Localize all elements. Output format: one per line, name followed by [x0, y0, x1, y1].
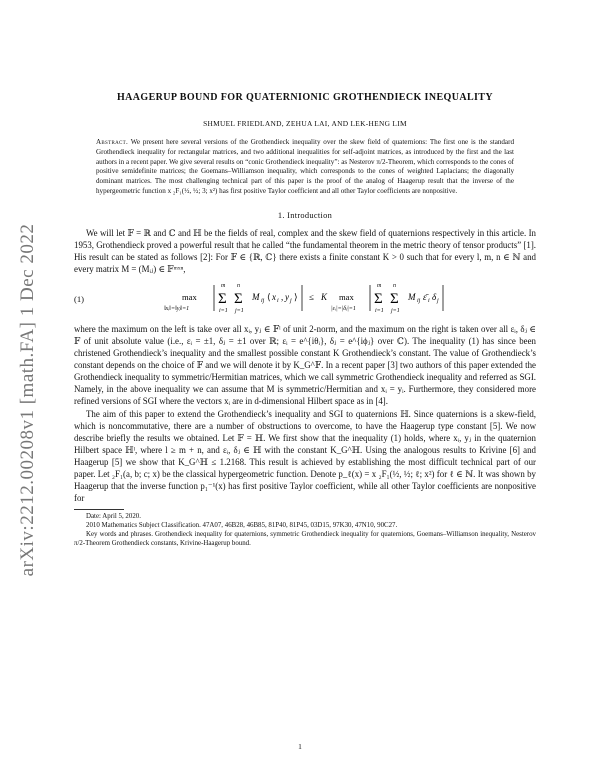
paper-title: HAAGERUP BOUND FOR QUATERNIONIC GROTHENDIECK INEQUALITY [116, 92, 494, 103]
svg-text:j=1: j=1 [235, 307, 244, 314]
svg-text:δ: δ [432, 291, 437, 302]
footnote-date: Date: April 5, 2020. [86, 513, 141, 521]
svg-text:K: K [321, 291, 328, 302]
svg-text:≤: ≤ [309, 291, 314, 302]
svg-text:y: y [285, 291, 289, 302]
svg-text:i: i [277, 297, 279, 304]
svg-text:ij: ij [261, 297, 265, 304]
footnote-rule [74, 509, 124, 510]
equation-formula [164, 279, 534, 319]
svg-text:j: j [290, 297, 292, 304]
equation-number: (1) [74, 293, 85, 304]
svg-text:max: max [182, 291, 197, 302]
equation-body [164, 279, 534, 319]
svg-text:Σ: Σ [234, 290, 243, 307]
svg-text:⟩: ⟩ [294, 291, 298, 302]
abstract-text: We present here several versions of the Grothendieck inequality over the skew field of quaternions: The first one is the standard Grothendieck inequality for rectangular matrices, and two additional inequalities for self-adjoint matrices, as introduced by the first and the last authors in a recent paper. We give several results on “conic Grothendieck inequality”: as Nesterov π/2-Theorem, which corresponds to the cones of positive semidefinite matrices; the Goemans–Williamson inequality, which corresponds to the cones of weighted Laplacians; the diagonally dominant matrices. The most challenging technical part of this paper is the proof of the analog of Haagerup result that the inverse of the hypergeometric function x ₂F₁(½, ½; 3; x²) has first positive Taylor coefficient and all other Taylor coefficients are nonpositive. [96, 138, 514, 195]
svg-text:n: n [393, 282, 396, 289]
arxiv-sidebar [8, 190, 48, 610]
paper-page [74, 92, 536, 548]
svg-text:‖xᵢ‖=‖yⱼ‖=1: ‖xᵢ‖=‖yⱼ‖=1 [164, 305, 190, 312]
svg-text:M: M [408, 291, 416, 302]
svg-text:i=1: i=1 [219, 307, 228, 314]
footnote-keywords: Key words and phrases. Grothendieck inequality for quaternions, symmetric Grothendieck inequality for quaternions, Goemans–Williamson inequality, Nesterov π/2-Theorem Grothendieck constants, Krivine-Haagerup bound. [74, 531, 536, 548]
svg-text:Σ: Σ [374, 290, 383, 307]
footnote-msc: 2010 Mathematics Subject Classification. 47A07, 46B28, 46B85, 81P40, 81P45, 03D15, 97K30, 47N10, 90C27. [86, 522, 398, 530]
svg-text:M: M [252, 291, 260, 302]
arxiv-identifier: arXiv:2212.00208v1 [math.FA] 1 Dec 2022 [17, 223, 38, 577]
svg-text:ij: ij [417, 297, 421, 304]
section-heading: 1. Introduction [277, 211, 333, 221]
svg-text:n: n [237, 282, 240, 289]
paper-authors: SHMUEL FRIEDLAND, ZEHUA LAI, AND LEK-HENG LIM [203, 119, 407, 129]
svg-text:⟨: ⟨ [267, 291, 271, 302]
svg-text:ε̄: ε̄ [423, 291, 427, 302]
svg-text:max: max [339, 291, 354, 302]
abstract-label: Abstract. [96, 138, 129, 147]
page-number: 1 [298, 742, 302, 751]
svg-text:Σ: Σ [218, 290, 227, 307]
svg-text:x: x [272, 291, 276, 302]
svg-text:i: i [428, 297, 430, 304]
svg-text:Σ: Σ [390, 290, 399, 307]
svg-text:j=1: j=1 [391, 307, 400, 314]
svg-text:m: m [377, 282, 382, 289]
abstract [96, 138, 514, 196]
intro-paragraph-3: The aim of this paper to extend the Grothendieck’s inequality and SGI to quaternions ℍ. Since quaternions is a skew-field, which is noncommutative, there are a number of obstructions to overcome, to have the Haagerup type constant [5]. We now describe briefly the results we obtained. Let 𝔽 = ℍ. We first show that the inequality (1) holds, where xᵢ, yⱼ in the quaternion Hilbert space ℍˡ, where l ≥ m + n, and εᵢ, δⱼ ∈ ℍ with the constant K_G^ℍ. Using the analogous results to Krivine [6] and Haagerup [5] we show that K_G^ℍ ≤ 1.2168. This result is achieved by establishing the most difficult technical part of our paper. Let ₂F₁(a, b; c; x) be the classical hypergeometric function. Denote p_ℓ(x) = x ₂F₁(½, ½; ℓ; x²) for ℓ ∈ ℕ. It was shown by Haagerup that the inverse function p₁⁻¹(x) has first positive Taylor coefficient, while all other Taylor coefficients are nonpositive for [74, 408, 536, 504]
svg-text:|εᵢ|=|δⱼ|=1: |εᵢ|=|δⱼ|=1 [331, 305, 356, 312]
equation-1 [74, 279, 536, 319]
intro-paragraph-1: We will let 𝔽 = ℝ and ℂ and ℍ be the fields of real, complex and the skew field of quaternions respectively in this article. In 1953, Grothendieck proved a powerful result that he called “the fundamental theorem in the metric theory of tensor products” [1]. His result can be stated as follows [2]: For 𝔽 ∈ {ℝ, ℂ} there exists a finite constant K > 0 such that for every l, m, n ∈ ℕ and every matrix M = (Mᵢⱼ) ∈ 𝔽ᵐˣⁿ, [74, 227, 536, 274]
intro-paragraph-2: where the maximum on the left is take over all xᵢ, yⱼ ∈ 𝔽ˡ of unit 2-norm, and the maximum on the right is taken over all εᵢ, δⱼ ∈ 𝔽 of unit absolute value (i.e., εᵢ = ±1, δⱼ = ±1 over ℝ; εᵢ = e^{iθᵢ}, δⱼ = e^{iϕⱼ} over ℂ). The inequality (1) has since been christened Grothendieck’s inequality and the smallest possible constant K Grothendieck’s constant. The value of Grothendieck’s constant depends on the choice of 𝔽 and we will denote it by K_G^𝔽. In a recent paper [3] two authors of this paper extended the Grothendieck inequality to symmetric/Hermitian matrices, which we call symmetric Grothendieck inequality and referred as SGI. Namely, in the above inequality we can assume that M is symmetric/Hermitian and xᵢ = yᵢ. Furthermore, they considered more refined versions of SGI where the vectors xᵢ are in d-dimensional Hilbert space as in [4]. [74, 323, 536, 407]
svg-text:j: j [437, 297, 439, 304]
svg-text:,: , [281, 291, 284, 302]
svg-text:i=1: i=1 [375, 307, 384, 314]
svg-text:m: m [221, 282, 226, 289]
